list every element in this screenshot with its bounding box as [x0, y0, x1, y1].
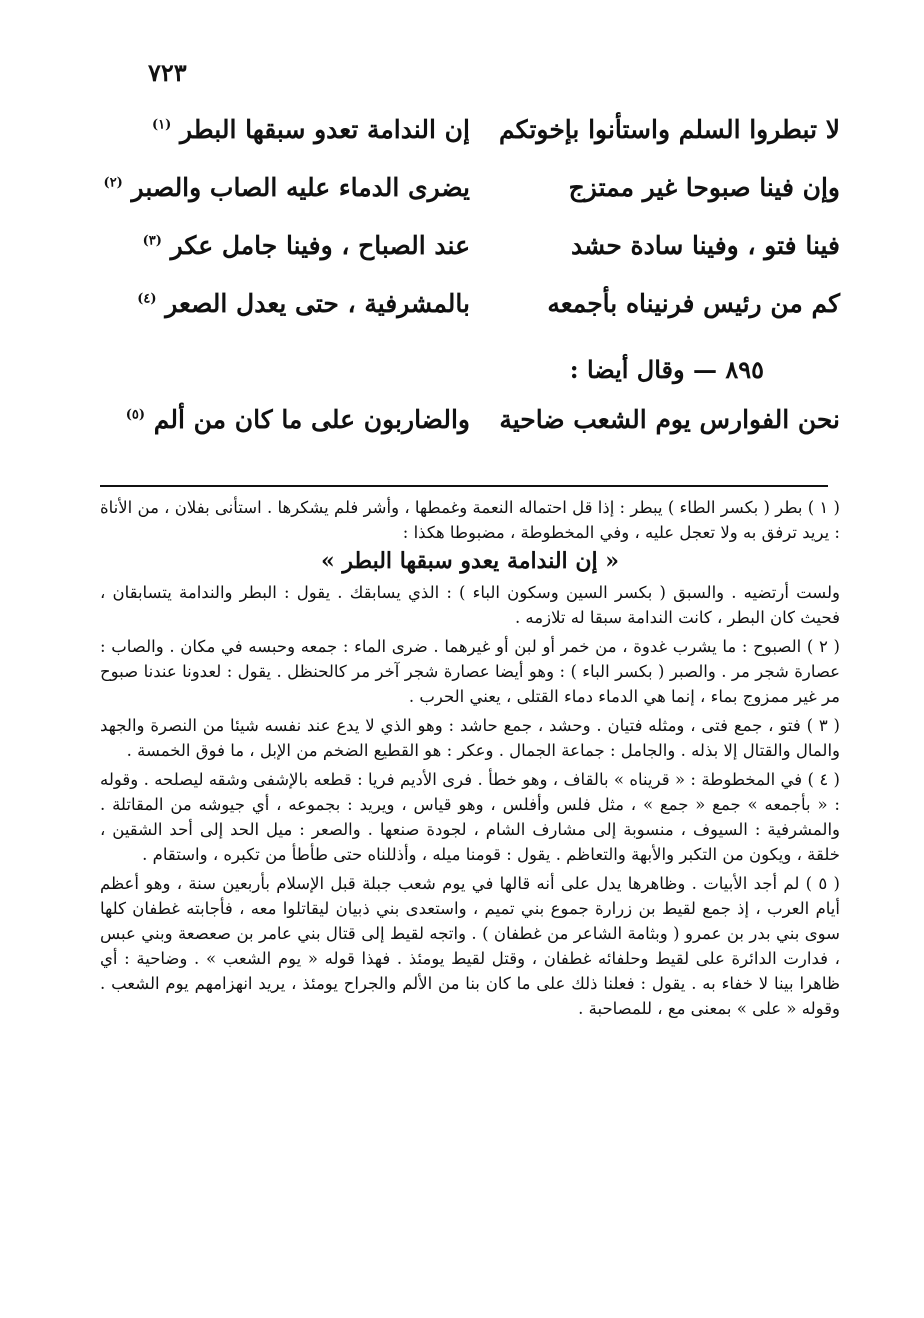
verse-hemistich-text: بالمشرفية ، حتى يعدل الصعر [165, 288, 470, 318]
verse-hemistich-second [100, 115, 470, 144]
footnote: ( ٤ ) في المخطوطة : « قريناه » بالقاف ، وهو خطأ . فرى الأديم فريا : قطعه بالإشفى وشقه ليصلحه . وقوله : « بأجمعه » جمع « جمع » ، مثل فلس وأفلس ، وهو قياس ، ويريد : بجموعه ، أي جيوشه من المقاتلة . والمشرفية : السيوف ، منسوبة إلى مشارف الشام ، لجودة صنعها . والصعر : ميل الحد إلى أحد الشقين ، خلقة ، ويكون من التكبر والأبهة والتعاظم . يقول : قومنا ميله ، وأذللناه حتى طأطأ من تكبره ، واستقام . [100, 770, 840, 864]
verse-hemistich-first: وإن فينا صبوحا غير ممتزج [568, 172, 840, 202]
footnote: ( ٢ ) الصبوح : ما يشرب غدوة ، من خمر أو لبن أو غيرهما . ضرى الماء : جمعه وحبسه في مكان . والصاب : عصارة شجر مر . والصبر ( بكسر الباء ) : وهو أيضا عصارة شجر آخر مر كالحنظل . يقول : لعدونا عندنا صبوح مر غير ممزوج بماء ، إنما هي الدماء دماء القتلى ، يعني الحرب . [100, 637, 840, 706]
footnote-marker: (٥) [125, 407, 145, 423]
verse-line [100, 100, 840, 158]
verse-hemistich-text: يضرى الدماء عليه الصاب والصبر [131, 172, 470, 202]
footnote: ( ٣ ) فتو ، جمع فتى ، ومثله فتيان . وحشد ، جمع حاشد : وهو الذي لا يدع عند نفسه شيئا من النصرة والجهد والمال والقتال إلا بذله . والجامل : جماعة الجمال . وعكر : هو القطيع الضخم من الإبل ، ما فوق الخمسة . [100, 716, 840, 760]
verse-hemistich-second [100, 405, 470, 434]
poem-heading: ٨٩٥ — وقال أيضا : [569, 355, 764, 384]
verse-line [100, 405, 840, 434]
footnotes [100, 495, 840, 1025]
footnote-divider [100, 485, 828, 487]
verse-line [100, 274, 840, 332]
verse-line [100, 216, 840, 274]
verse-hemistich-first: فينا فتو ، وفينا سادة حشد [570, 230, 840, 260]
quoted-variant: « إن الندامة يعدو سبقها البطر » [320, 548, 619, 574]
verse-block [100, 100, 840, 332]
verse-hemistich-first: لا تبطروا السلم واستأنوا بإخوتكم [499, 114, 840, 144]
verse-hemistich-second [100, 289, 470, 318]
footnote-marker: (٤) [137, 291, 157, 307]
verse-hemistich-text: عند الصباح ، وفينا جامل عكر [170, 230, 470, 260]
footnote-marker: (٢) [103, 175, 123, 191]
verse-line [100, 158, 840, 216]
verse-hemistich-text: إن الندامة تعدو سبقها البطر [180, 114, 470, 144]
footnote-marker: (٣) [142, 233, 162, 249]
page-number: ٧٢٣ [148, 58, 187, 87]
footnote-marker: (١) [151, 117, 172, 133]
verse-hemistich-second [100, 231, 470, 260]
verse-hemistich-first: كم من رئيس فرنيناه بأجمعه [547, 288, 840, 318]
footnote: ( ٥ ) لم أجد الأبيات . وظاهرها يدل على أنه قالها في يوم شعب جبلة قبل الإسلام بأربعين سنة ، وهو أعظم أيام العرب ، إذ جمع لقيط بن زرارة جموع بني تميم ، واستعدى بني ذبيان ليقاتلوا معه ، فأجابته غطفان كلها سوى بني بدر بن عمرو ( وبثامة الشاعر من غطفان ) . واتجه لقيط إلى قتال بني عامر بن صعصعة وبني عبس ، فدارت الدائرة على لقيط وحلفائه غطفان ، وقتل لقيط يومئذ . فهذا قوله « يوم الشعب » . وضاحية : أي ظاهرا بينا لا خفاء به . يقول : فعلنا ذلك على ما كان بنا من الألم والجراح يومئذ ، يريد انهزامهم يوم الشعب . وقوله « على » بمعنى مع ، للمصاحبة . [100, 874, 840, 1018]
verse-hemistich-text: والضاربون على ما كان من ألم [153, 405, 470, 434]
footnote: ( ١ ) بطر ( بكسر الطاء ) يبطر : إذا قل احتماله النعمة وغمطها ، وأشر فلم يشكرها . استأنى بفلان ، من الأناة : يريد ترفق به ولا تعجل عليه ، وفي المخطوطة ، مضبوطا هكذا : [100, 498, 840, 542]
verse-hemistich-second [100, 173, 470, 202]
footnote: ولست أرتضيه . والسبق ( بكسر السين وسكون الباء ) : الذي يسابقك . يقول : البطر والندامة يتسابقان ، فحيث كان البطر ، كانت الندامة سبقا له تلازمه . [100, 583, 840, 627]
verse-hemistich-first: نحن الفوارس يوم الشعب ضاحية [499, 405, 840, 434]
